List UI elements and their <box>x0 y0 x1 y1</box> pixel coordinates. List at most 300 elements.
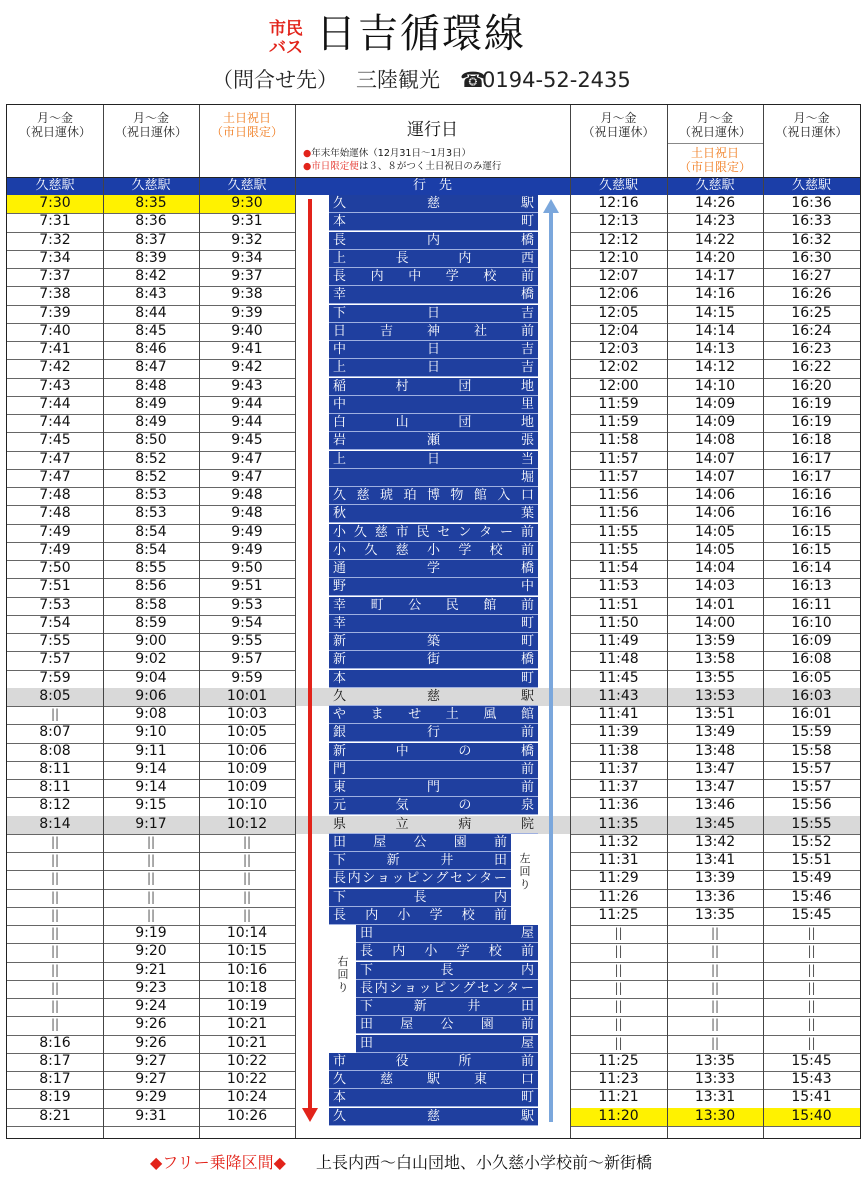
time-cell: 8:56 <box>135 578 167 595</box>
column-divider <box>763 105 764 1138</box>
column-header-left-1-line2: （祝日運休） <box>114 125 187 139</box>
time-cell: 9:14 <box>135 760 167 777</box>
stop-name <box>329 195 538 213</box>
time-cell: 16:05 <box>791 669 832 686</box>
stop-name <box>329 469 538 487</box>
stop-name-char: 小 <box>333 524 347 540</box>
time-cell: 9:48 <box>231 505 263 522</box>
note-2-text: は３、８がつく土日祝日のみ運行 <box>358 161 502 172</box>
stop-name-char: 駅 <box>426 1072 440 1087</box>
stop-name <box>329 524 538 542</box>
time-cell: 11:55 <box>598 541 639 558</box>
stop-name-char: ン <box>464 871 478 887</box>
time-cell: 16:03 <box>791 687 832 704</box>
time-cell: 9:08 <box>135 706 167 722</box>
loop-label-char: 左 <box>519 851 531 865</box>
stop-name-char: 田 <box>520 999 534 1014</box>
phone-icon: ☎ <box>460 68 487 92</box>
time-cell: 8:42 <box>135 268 167 284</box>
time-cell: 13:45 <box>694 815 736 832</box>
stop-name-char: 橋 <box>520 232 534 248</box>
time-cell: 8:55 <box>135 560 167 576</box>
time-cell: 9:27 <box>135 1052 167 1069</box>
time-cell: 10:01 <box>226 687 268 704</box>
time-cell: 14:07 <box>694 468 736 485</box>
stop-name-char: 珀 <box>403 488 417 503</box>
header-divider <box>7 177 860 178</box>
stop-name-char: 中 <box>333 342 347 357</box>
time-cell: 10:10 <box>226 797 268 814</box>
column-header-left-2-line2: （市日限定） <box>210 125 283 139</box>
stop-name-char: 前 <box>520 725 534 741</box>
time-cell: 9:20 <box>135 943 167 960</box>
time-cell: || <box>146 889 156 904</box>
stop-name-char: 泉 <box>520 798 534 814</box>
stop-name <box>329 907 511 925</box>
time-cell: 15:57 <box>791 779 832 795</box>
stop-name-char: 久 <box>333 1072 347 1087</box>
title-block <box>0 8 867 60</box>
time-cell: 9:26 <box>135 1016 167 1033</box>
time-cell: 9:06 <box>135 687 167 704</box>
time-cell: 13:33 <box>694 1071 736 1087</box>
time-cell: 16:24 <box>791 322 832 339</box>
time-cell: || <box>807 962 816 977</box>
stop-name-char: 県 <box>333 816 347 832</box>
time-cell: 11:45 <box>598 669 639 686</box>
time-cell: 7:37 <box>39 268 71 284</box>
stop-name-char: 社 <box>473 323 487 339</box>
stop-name-char: 小 <box>426 542 440 558</box>
page-title: 日吉循環線 <box>316 11 526 57</box>
time-cell: 11:25 <box>598 1052 639 1069</box>
time-cell: 14:16 <box>694 286 736 303</box>
stop-name-char: 日 <box>426 342 440 357</box>
time-cell: 12:03 <box>598 341 639 357</box>
stop-name-char: 下 <box>360 962 374 978</box>
stop-name-char: 上 <box>333 250 347 266</box>
time-cell: 11:37 <box>598 760 639 777</box>
stop-name-char: 長 <box>395 250 409 266</box>
time-cell: 16:36 <box>791 195 832 211</box>
time-cell: 7:49 <box>39 541 71 558</box>
stop-name-char: グ <box>462 980 476 996</box>
time-cell: 9:43 <box>231 377 263 394</box>
stop-name-char: 風 <box>483 707 497 722</box>
stop-name <box>329 286 538 304</box>
time-cell: 13:53 <box>694 687 736 704</box>
time-cell: || <box>807 1035 816 1050</box>
stop-name <box>329 724 538 742</box>
stop-name-char: 橋 <box>520 287 534 303</box>
time-cell: 12:05 <box>598 304 639 321</box>
time-cell: 7:51 <box>39 578 71 595</box>
stop-name-char: 民 <box>445 597 459 613</box>
time-cell: 9:11 <box>135 742 167 759</box>
stop-name <box>329 706 538 724</box>
stop-name-char: 町 <box>520 634 534 649</box>
column-header-right-1-extra1: 土日祝日 <box>690 146 739 160</box>
stop-name-char: 町 <box>370 597 384 613</box>
time-cell: 8:14 <box>39 815 71 832</box>
time-cell: 8:17 <box>39 1071 71 1087</box>
time-cell: 14:04 <box>694 560 736 576</box>
up-arrow-head <box>543 199 559 213</box>
column-header-right-1-extra2: （市日限定） <box>678 160 751 174</box>
stop-name-char: 久 <box>333 688 347 704</box>
time-cell: 11:36 <box>598 797 639 814</box>
time-cell: 9:55 <box>231 633 263 649</box>
time-cell: 11:59 <box>598 395 639 412</box>
time-cell: 7:53 <box>39 596 71 613</box>
time-cell: 9:15 <box>135 797 167 814</box>
stop-name <box>329 743 538 761</box>
stop-name-char: 村 <box>395 378 409 394</box>
time-cell: 9:44 <box>231 395 263 412</box>
stop-name-char: 井 <box>467 999 481 1014</box>
stop-name-char: 上 <box>333 360 347 376</box>
time-cell: || <box>614 944 623 959</box>
time-cell: 11:21 <box>598 1089 639 1106</box>
stop-name-char: 町 <box>520 615 534 631</box>
time-cell: || <box>50 707 60 721</box>
time-cell: 12:10 <box>598 249 639 266</box>
stop-name <box>329 1089 538 1107</box>
loop-label-char: り <box>337 981 349 994</box>
stop-name-char: 門 <box>426 780 440 795</box>
column-header-right-1-line1: 月～金 <box>696 111 733 125</box>
phone-number: 0194-52-2435 <box>482 68 631 92</box>
time-cell: 8:49 <box>135 414 167 430</box>
stop-name-char: ッ <box>391 871 405 887</box>
stop-name-char: 門 <box>333 761 347 777</box>
time-cell: 12:02 <box>598 359 639 376</box>
loop-label-char: 右 <box>337 955 349 968</box>
stop-name <box>329 633 538 651</box>
time-cell: 9:50 <box>231 560 263 576</box>
stop-name-char: 役 <box>395 1053 409 1069</box>
stop-name-char: 里 <box>520 396 534 412</box>
note-1-text: 年末年始運休（12月31日～1月3日） <box>311 148 472 159</box>
time-cell: 9:42 <box>231 359 263 376</box>
stop-name-char: 前 <box>493 907 507 923</box>
stop-name-char: 小 <box>333 542 347 558</box>
time-cell: 9:31 <box>231 213 263 230</box>
stop-name <box>329 323 538 341</box>
stop-name-char: 久 <box>333 196 347 211</box>
stop-name-char: 口 <box>520 488 534 503</box>
stop-name-char: 慈 <box>426 688 440 704</box>
stop-name-char: 葉 <box>520 506 534 522</box>
stop-name-char: 日 <box>333 323 347 339</box>
stop-name-char: 駅 <box>520 196 534 211</box>
column-divider <box>667 105 668 1138</box>
time-cell: 7:48 <box>39 505 71 522</box>
time-cell: 11:56 <box>598 487 639 503</box>
time-cell: 7:31 <box>39 213 71 230</box>
stop-name-char: セ <box>477 980 491 996</box>
stop-name <box>356 1035 538 1053</box>
stop-name-char: 幸 <box>333 287 347 303</box>
time-cell: 12:06 <box>598 286 639 303</box>
column-header-right-0-line1: 月～金 <box>600 111 637 125</box>
stop-name-char: 前 <box>520 524 534 540</box>
time-cell: 11:39 <box>598 724 639 741</box>
time-cell: || <box>50 926 60 940</box>
time-cell: 16:30 <box>791 249 832 266</box>
time-cell: 16:33 <box>791 213 832 230</box>
time-cell: 15:43 <box>791 1071 832 1087</box>
stop-name-char: セ <box>437 524 451 540</box>
time-cell: 16:15 <box>791 523 832 540</box>
stop-name-char: 立 <box>395 816 409 832</box>
stop-name-char: 中 <box>333 396 347 412</box>
stop-name-char: 駅 <box>520 688 534 704</box>
time-cell: || <box>50 834 60 849</box>
time-cell: 12:04 <box>598 322 639 339</box>
contact-label: （問合せ先） <box>212 68 338 92</box>
time-cell: || <box>50 1017 60 1032</box>
time-cell: 10:09 <box>226 760 268 777</box>
stop-name-char: 学 <box>445 269 459 284</box>
stop-name-char: 長 <box>333 871 347 887</box>
time-cell: || <box>146 853 156 867</box>
time-cell: || <box>614 1017 623 1032</box>
stop-name <box>329 414 538 432</box>
stop-name <box>329 560 538 578</box>
time-cell: 12:07 <box>598 268 639 284</box>
time-cell: 9:00 <box>135 633 167 649</box>
header-bar-left-2: 久慈駅 <box>227 178 267 193</box>
stop-name-char: 所 <box>458 1053 472 1069</box>
stop-name-char: 内 <box>520 962 534 978</box>
operating-days-label: 運行日 <box>407 120 458 140</box>
time-cell: || <box>146 834 156 849</box>
time-cell: 16:16 <box>791 505 832 522</box>
time-cell: 8:54 <box>135 523 167 540</box>
time-cell: 8:45 <box>135 322 167 339</box>
stop-name-char: 新 <box>333 652 347 668</box>
stop-name-char: 慈 <box>395 542 409 558</box>
stop-name-char: 田 <box>360 1017 374 1033</box>
stop-name-char: 駅 <box>520 1108 534 1124</box>
stop-name-char: 内 <box>493 889 507 905</box>
stop-name-char: 校 <box>483 269 497 284</box>
stop-name-char: 校 <box>489 542 503 558</box>
time-cell: 11:58 <box>598 432 639 449</box>
time-cell: 16:22 <box>791 359 832 376</box>
time-cell: 12:13 <box>598 213 639 230</box>
time-cell: 9:39 <box>231 304 263 321</box>
stop-name-char: シ <box>389 980 403 996</box>
time-cell: || <box>242 834 252 849</box>
stop-name <box>329 834 511 852</box>
stop-name-char: 白 <box>333 415 347 430</box>
stop-name-char: 屋 <box>400 1017 414 1033</box>
stop-name-char: 内 <box>374 980 388 996</box>
up-arrow-line <box>549 211 553 1122</box>
stop-name-char: 慈 <box>374 524 388 540</box>
stop-name-char: 新 <box>333 743 347 759</box>
stop-name-char: 前 <box>520 1017 534 1033</box>
stop-name-char: 市 <box>333 1053 347 1069</box>
stop-name-char: 病 <box>458 816 472 832</box>
time-cell: || <box>242 907 252 922</box>
time-cell: || <box>50 980 60 995</box>
time-cell: 14:00 <box>694 614 736 631</box>
time-cell: 8:52 <box>135 450 167 467</box>
time-cell: 11:54 <box>598 560 639 576</box>
time-cell: || <box>614 1035 623 1050</box>
time-cell: 14:07 <box>694 450 736 467</box>
column-header-left-1-line1: 月～金 <box>132 111 169 125</box>
stop-name <box>329 359 538 377</box>
time-cell: 15:51 <box>791 852 832 868</box>
time-cell: 9:14 <box>135 779 167 795</box>
stop-name-char: 博 <box>426 488 440 503</box>
time-cell: 10:21 <box>226 1034 268 1051</box>
time-cell: 9:38 <box>231 286 263 303</box>
stop-name-char: 学 <box>456 944 470 960</box>
header-bar-right-2: 久慈駅 <box>791 178 831 193</box>
time-cell: || <box>807 980 816 995</box>
time-cell: 8:49 <box>135 395 167 412</box>
time-cell: 10:24 <box>226 1089 268 1106</box>
time-cell: 9:59 <box>231 669 263 686</box>
time-cell: 7:49 <box>39 523 71 540</box>
citizen-bus-badge <box>260 20 312 58</box>
time-cell: 9:54 <box>231 614 263 631</box>
stop-name-char: 当 <box>520 451 534 467</box>
time-cell: 13:51 <box>694 706 736 722</box>
stop-name-char: 館 <box>483 597 497 613</box>
time-cell: 8:43 <box>135 286 167 303</box>
free-section-label: ◆フリー乗降区間◆ <box>150 1153 286 1172</box>
stop-name-char: 院 <box>520 816 534 832</box>
stop-name <box>329 305 538 323</box>
time-cell: || <box>710 1017 720 1032</box>
stop-name-char: 中 <box>395 743 409 759</box>
time-cell: || <box>614 980 623 995</box>
time-cell: 9:49 <box>231 541 263 558</box>
time-cell: || <box>710 999 720 1013</box>
stop-name-char: 堀 <box>520 469 534 485</box>
stop-name-char: の <box>458 798 472 814</box>
time-cell: 10:06 <box>226 742 268 759</box>
time-cell: 11:35 <box>598 815 639 832</box>
stop-name-char: 幸 <box>333 615 347 631</box>
stop-name-char: 前 <box>520 323 534 339</box>
stop-name-char: 気 <box>395 798 409 814</box>
stop-name <box>329 1053 538 1071</box>
stop-name <box>329 341 538 359</box>
badge-line1: 市民 <box>269 19 303 39</box>
time-cell: 14:23 <box>694 213 736 230</box>
time-cell: 9:47 <box>231 450 263 467</box>
stop-name <box>329 1071 538 1089</box>
time-cell: 8:17 <box>39 1052 71 1069</box>
right-loop-label <box>331 955 355 1033</box>
time-cell: 14:05 <box>694 541 736 558</box>
stop-name-char: 慈 <box>426 196 440 211</box>
time-cell: 7:41 <box>39 341 71 357</box>
stop-name-char: 稲 <box>333 378 347 394</box>
time-cell: 15:57 <box>791 760 832 777</box>
time-cell: 8:21 <box>39 1107 71 1124</box>
free-section-text: 上長内西～白山団地、小久慈小学校前～新街橋 <box>316 1153 653 1172</box>
stop-name-char: 吉 <box>520 360 534 376</box>
time-cell: 7:30 <box>39 195 71 211</box>
stop-name-char: 久 <box>333 488 347 503</box>
stop-name-char: 長 <box>333 269 347 284</box>
stop-name-char: ー <box>500 524 514 540</box>
column-divider <box>103 105 104 1138</box>
stop-name-char: 井 <box>440 853 454 868</box>
column-divider <box>570 105 571 1138</box>
time-cell: || <box>710 1035 720 1050</box>
stop-name-char: 上 <box>333 451 347 467</box>
stop-name-char: 中 <box>520 579 534 595</box>
time-cell: 8:48 <box>135 377 167 394</box>
time-cell: 11:20 <box>598 1107 639 1124</box>
time-cell: 8:08 <box>39 742 71 759</box>
time-cell: 8:54 <box>135 541 167 558</box>
stop-name-char: 神 <box>426 323 440 339</box>
stop-name-char: 橋 <box>520 743 534 759</box>
stop-name-char: 長 <box>440 962 454 978</box>
time-cell: 9:21 <box>135 961 167 978</box>
time-cell: 9:32 <box>231 231 263 248</box>
time-cell: 14:01 <box>694 596 736 613</box>
time-cell: 16:18 <box>791 432 832 449</box>
stop-name-char: 下 <box>333 889 347 905</box>
header-bar-left-1: 久慈駅 <box>131 178 171 193</box>
time-cell: 14:09 <box>694 414 736 430</box>
time-cell: 13:39 <box>694 870 736 887</box>
time-cell: || <box>50 853 60 867</box>
time-cell: 8:39 <box>135 249 167 266</box>
stop-name-char: 前 <box>520 761 534 777</box>
time-cell: || <box>614 926 623 940</box>
stop-name-char: 内 <box>458 250 472 266</box>
time-cell: 16:17 <box>791 450 832 467</box>
time-cell: 9:04 <box>135 669 167 686</box>
loop-label-char: 回 <box>519 864 531 878</box>
column-divider <box>199 105 200 1138</box>
time-cell: 11:53 <box>598 578 639 595</box>
time-cell: 8:52 <box>135 468 167 485</box>
time-cell: 8:11 <box>39 779 71 795</box>
time-cell: 10:12 <box>226 815 268 832</box>
stop-name-char: 元 <box>333 798 347 814</box>
time-cell: 16:09 <box>791 633 832 649</box>
time-cell: 7:45 <box>39 432 71 449</box>
badge-line2: バス <box>269 38 303 58</box>
time-cell: 14:05 <box>694 523 736 540</box>
time-cell: 15:52 <box>791 833 832 850</box>
stop-name-char: 屋 <box>520 926 534 941</box>
time-cell: 11:57 <box>598 468 639 485</box>
time-cell: 8:53 <box>135 505 167 522</box>
time-cell: 12:12 <box>598 231 639 248</box>
time-cell: || <box>146 907 156 922</box>
stop-name-char: 長 <box>413 889 427 905</box>
stop-name-char: 本 <box>333 1090 347 1106</box>
stop-name-char: 内 <box>370 269 384 284</box>
stop-name <box>329 487 538 505</box>
stop-name <box>329 597 538 615</box>
time-cell: 11:57 <box>598 450 639 467</box>
